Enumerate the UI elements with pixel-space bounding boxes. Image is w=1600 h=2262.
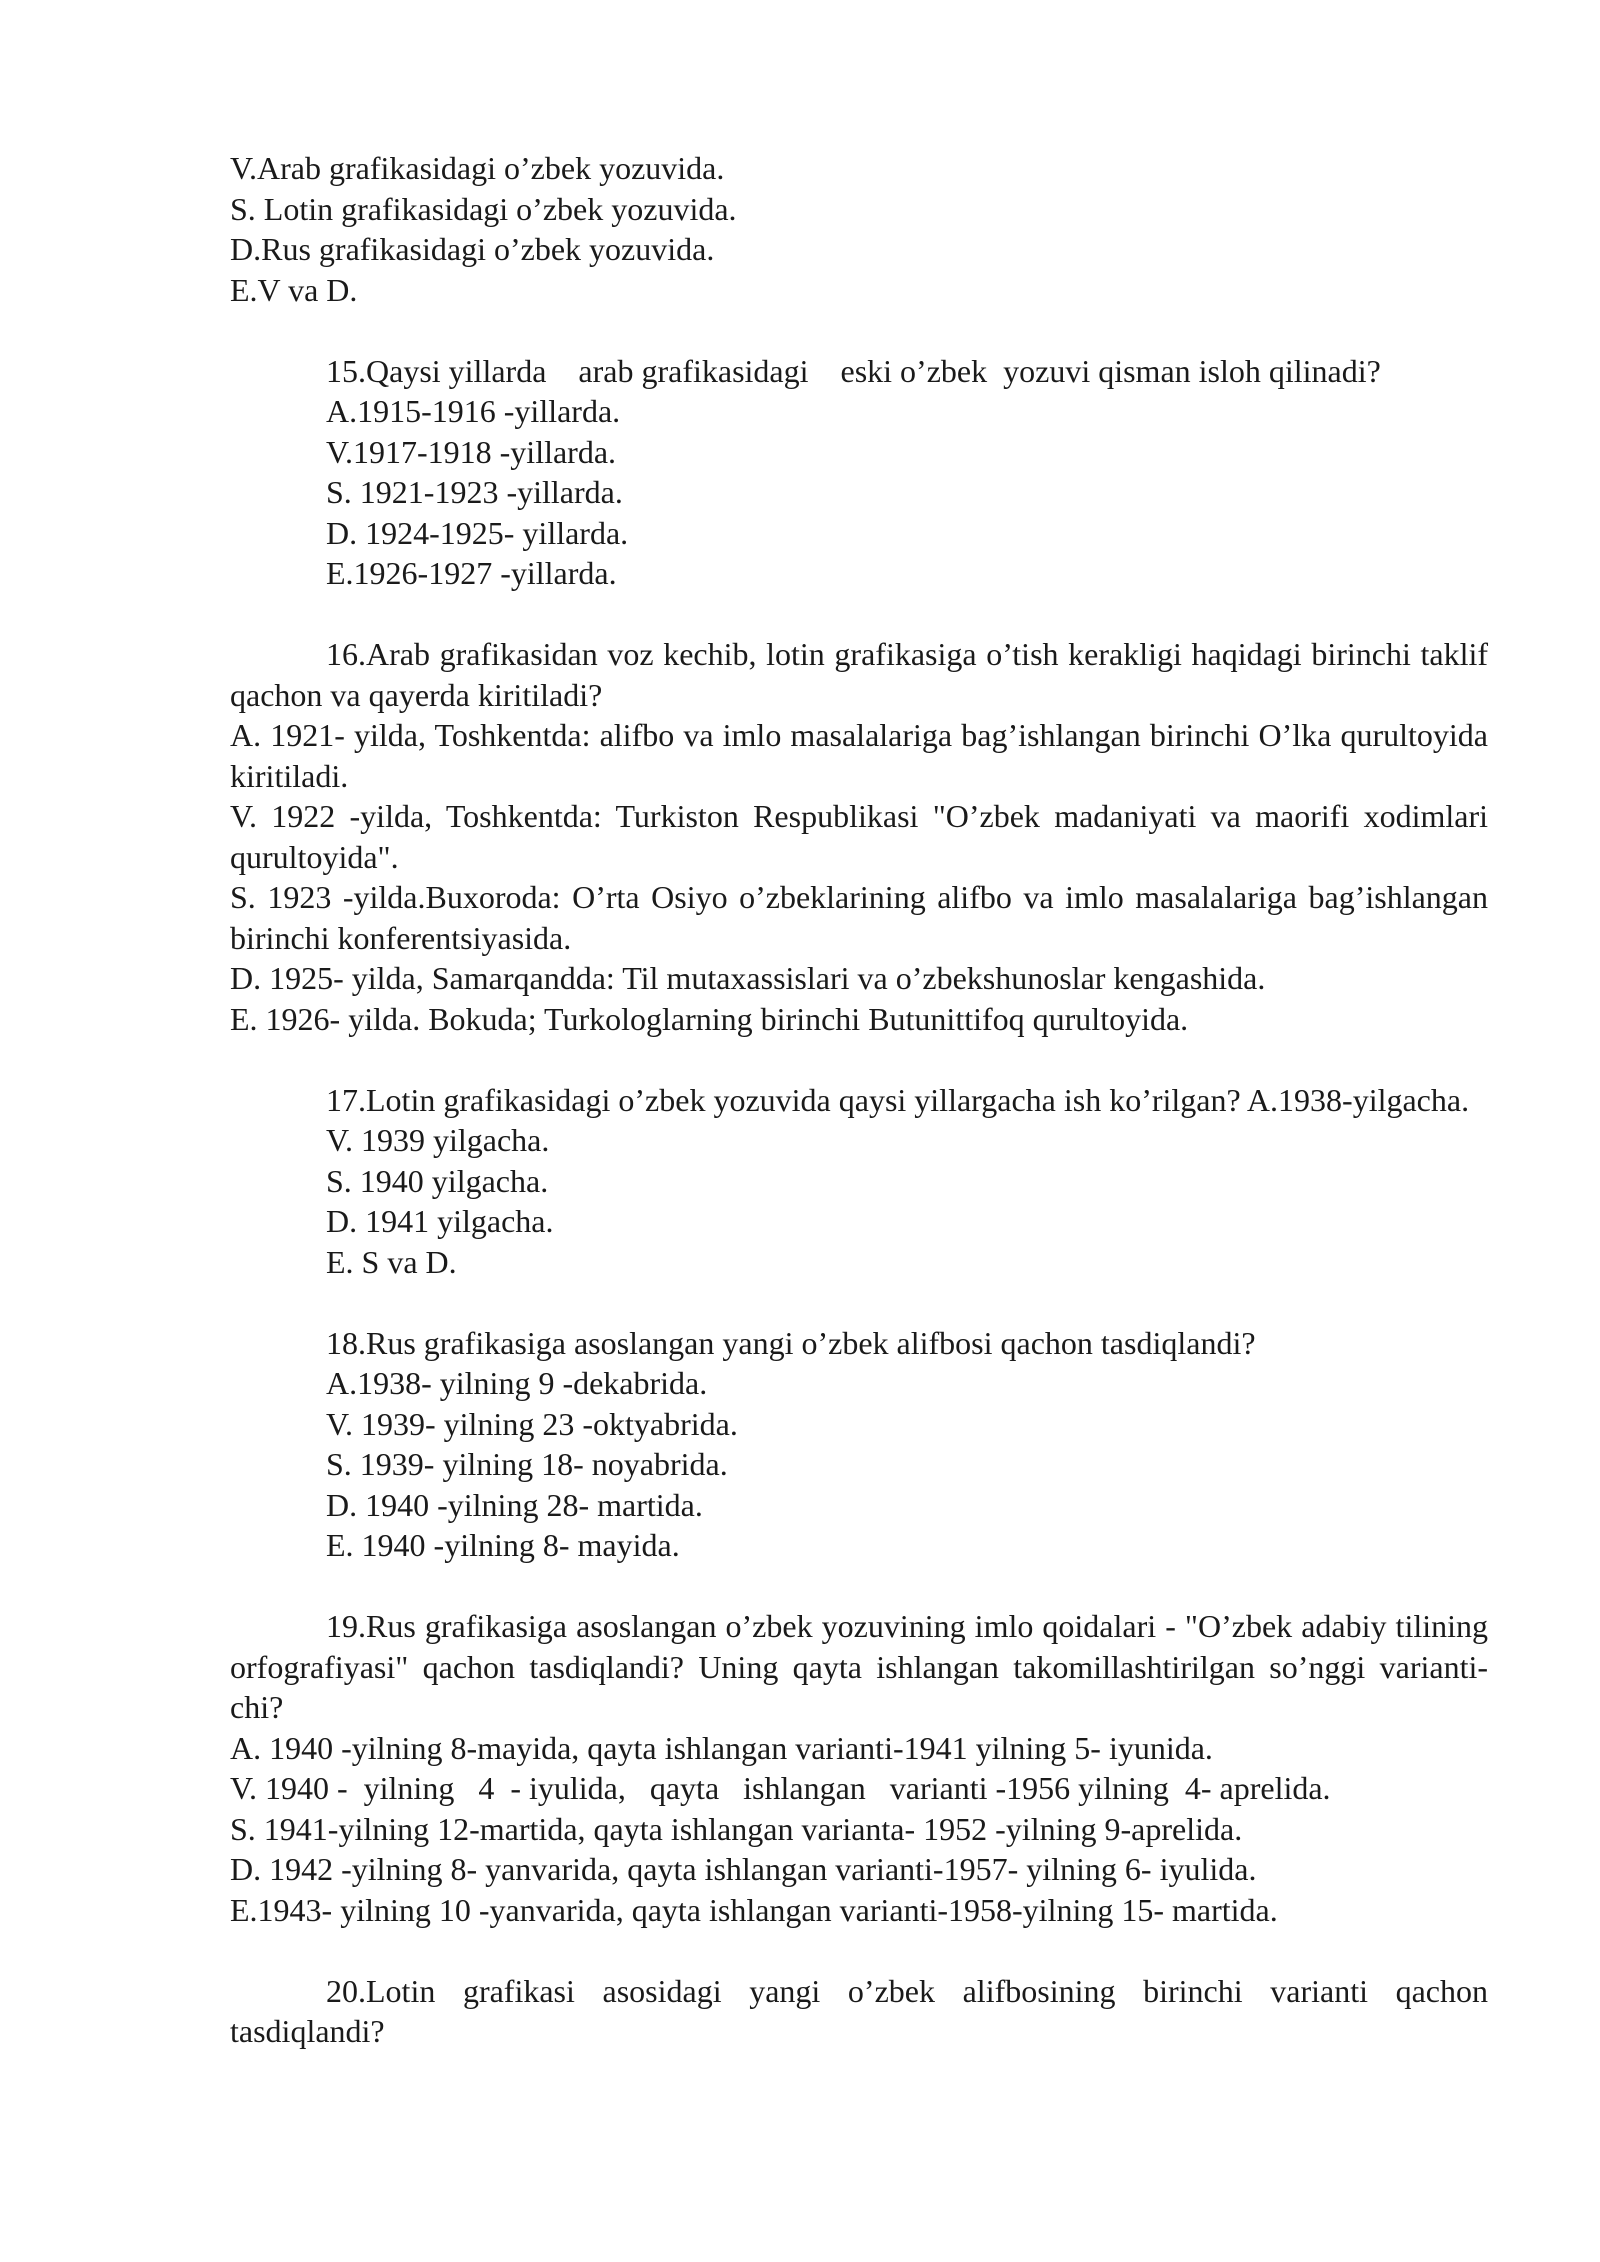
question-17-text: 17.Lotin grafikasidagi o’zbek yozuvida qaysi yillargacha ish ko’rilgan? A.1938-yilgacha. xyxy=(326,1081,1470,1118)
option-d: D.Rus grafikasidagi o’zbek yozuvida. xyxy=(230,231,715,267)
q15-option-d: D. 1924-1925- yillarda. xyxy=(326,514,629,551)
q19-option-a: A. 1940 -yilning 8-mayida, qayta ishlangan varianti-1941 yilning 5- iyunida. xyxy=(230,1729,1213,1766)
option-v: V.Arab grafikasidagi o’zbek yozuvida. xyxy=(230,150,725,186)
question-15 xyxy=(230,351,1488,594)
q18-option-e: E. 1940 -yilning 8- mayida. xyxy=(326,1527,680,1563)
q16-option-v: V. 1922 -yilda, Toshkentda: Turkiston Respublikasi "O’zbek madaniyati va maorifi xodimlari qurultoyida". xyxy=(230,798,1488,875)
q16-option-s: S. 1923 -yilda.Buxoroda: O’rta Osiyo o’zbeklarining alifbo va imlo masalalariga bag’ishlangan birinchi konferentsiyasida. xyxy=(230,879,1488,956)
question-20-text: 20.Lotin grafikasi asosidagi yangi o’zbek alifbosining birinchi varianti qachon tasdiqlandi? xyxy=(230,1972,1488,2049)
q17-option-d: D. 1941 yilgacha. xyxy=(326,1203,554,1239)
document-page xyxy=(230,148,1488,2052)
spacer xyxy=(230,1282,1488,1323)
q18-option-s: S. 1939- yilning 18- noyabrida. xyxy=(326,1446,728,1482)
q18-option-d: D. 1940 -yilning 28- martida. xyxy=(326,1486,703,1523)
question-19-text: 19.Rus grafikasiga asoslangan o’zbek yozuvining imlo qoidalari - "O’zbek adabiy tilining orfografiyasi" qachon tasdiqlandi? Uning qayta ishlangan takomillashtirilgan so’nggi varianti-chi? xyxy=(230,1608,1488,1725)
question-15-text: 15.Qaysi yillarda arab grafikasidagi eski o’zbek yozuvi qisman isloh qilinadi? xyxy=(326,352,1381,389)
spacer xyxy=(230,1930,1488,1971)
q19-option-v: V. 1940 - yilning 4 - iyulida, qayta ishlangan varianti -1956 yilning 4- aprelida. xyxy=(230,1770,1331,1806)
q17-option-e: E. S va D. xyxy=(326,1243,457,1280)
question-16 xyxy=(230,634,1488,1039)
q18-option-a: A.1938- yilning 9 -dekabrida. xyxy=(326,1365,708,1401)
q15-option-e: E.1926-1927 -yillarda. xyxy=(326,555,617,591)
q18-option-v: V. 1939- yilning 23 -oktyabrida. xyxy=(326,1405,738,1442)
question-20 xyxy=(230,1971,1488,2052)
option-s: S. Lotin grafikasidagi o’zbek yozuvida. xyxy=(230,190,737,227)
spacer xyxy=(230,1566,1488,1607)
q16-option-e: E. 1926- yilda. Bokuda; Turkologlarning birinchi Butunittifoq qurultoyida. xyxy=(230,1000,1189,1037)
q16-option-a: A. 1921- yilda, Toshkentda: alifbo va imlo masalalariga bag’ishlangan birinchi O’lka qurultoyida kiritiladi. xyxy=(230,717,1488,794)
question-16-text: 16.Arab grafikasidan voz kechib, lotin grafikasiga o’tish kerakligi haqidagi birinchi taklif qachon va qayerda kiritiladi? xyxy=(230,636,1488,713)
spacer xyxy=(230,594,1488,635)
question-18 xyxy=(230,1323,1488,1566)
spacer xyxy=(230,310,1488,351)
option-e: E.V va D. xyxy=(230,271,358,308)
question-18-text: 18.Rus grafikasiga asoslangan yangi o’zbek alifbosi qachon tasdiqlandi? xyxy=(326,1324,1256,1361)
q19-option-d: D. 1942 -yilning 8- yanvarida, qayta ishlangan varianti-1957- yilning 6- iyulida. xyxy=(230,1851,1257,1887)
spacer xyxy=(230,1039,1488,1080)
q15-option-v: V.1917-1918 -yillarda. xyxy=(326,433,617,470)
q19-option-s: S. 1941-yilning 12-martida, qayta ishlangan varianta- 1952 -yilning 9-aprelida. xyxy=(230,1810,1243,1847)
q15-option-s: S. 1921-1923 -yillarda. xyxy=(326,474,623,510)
q17-option-s: S. 1940 yilgacha. xyxy=(326,1162,549,1199)
q16-option-d: D. 1925- yilda, Samarqandda: Til mutaxassislari va o’zbekshunoslar kengashida. xyxy=(230,960,1266,996)
question-19 xyxy=(230,1606,1488,1930)
question-17 xyxy=(230,1080,1488,1283)
q19-option-e: E.1943- yilning 10 -yanvarida, qayta ishlangan varianti-1958-yilning 15- martida. xyxy=(230,1891,1278,1928)
previous-question-options xyxy=(230,148,1488,310)
q17-option-v: V. 1939 yilgacha. xyxy=(326,1122,550,1158)
q15-option-a: A.1915-1916 -yillarda. xyxy=(326,393,621,429)
